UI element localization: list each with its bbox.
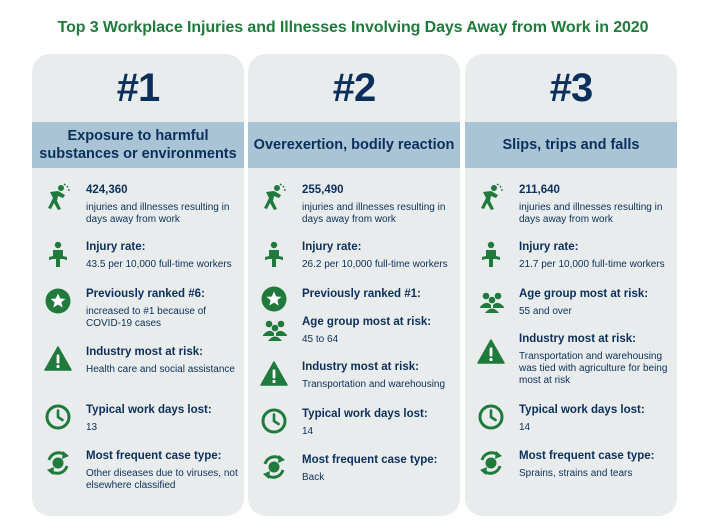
item-label: 255,490 [302, 184, 344, 196]
injured-worker-icon [44, 183, 72, 211]
item-label: Age group most at risk: [302, 316, 432, 328]
item-value: 45 to 64 [302, 334, 339, 345]
item-label: Typical work days lost: [302, 408, 428, 420]
item-label: Most frequent case type: [519, 450, 655, 462]
page-title: Top 3 Workplace Injuries and Illnesses Involving Days Away from Work in 2020 [57, 19, 649, 36]
category-title: Exposure to harmful substances or environments [32, 122, 244, 168]
item-label: Previously ranked #1: [302, 288, 421, 300]
injury-rate-icon [260, 240, 288, 268]
injured-worker-icon [260, 183, 288, 211]
item-value: 43.5 per 10,000 full-time workers [86, 259, 232, 270]
item-label: 211,640 [519, 184, 560, 196]
rank-card-3 [465, 54, 677, 516]
cycle-icon [44, 449, 72, 477]
category-title: Overexertion, bodily reaction [248, 122, 460, 168]
rank-card-2 [248, 54, 460, 516]
item-value: Sprains, strains and tears [519, 468, 633, 479]
item-value: 13 [86, 422, 98, 433]
rank-card-1 [32, 54, 244, 516]
item-label: 424,360 [86, 184, 128, 196]
item-value: injuries and illnesses resulting in days away from work [302, 202, 446, 225]
item-value: injuries and illnesses resulting in days away from work [519, 202, 663, 225]
group-icon [475, 287, 509, 315]
warning-icon [44, 345, 72, 373]
injury-rate-icon [44, 240, 72, 268]
group-icon [258, 315, 292, 343]
item-label: Industry most at risk: [86, 346, 203, 358]
item-value: Other diseases due to viruses, not elsewhere classified [86, 468, 238, 491]
star-icon [260, 285, 288, 313]
item-label: Previously ranked #6: [86, 288, 205, 300]
item-label: Industry most at risk: [302, 361, 419, 373]
injured-worker-icon [477, 183, 505, 211]
item-label: Typical work days lost: [86, 404, 212, 416]
rank-number: #2 [332, 66, 376, 110]
item-label: Most frequent case type: [302, 454, 438, 466]
item-value: injuries and illnesses resulting in days away from work [86, 202, 230, 225]
item-value: 14 [519, 422, 531, 433]
item-label: Injury rate: [86, 241, 146, 253]
item-label: Injury rate: [519, 241, 579, 253]
item-value: Health care and social assistance [86, 364, 235, 375]
item-value: 26.2 per 10,000 full-time workers [302, 259, 448, 270]
category-title: Slips, trips and falls [465, 122, 677, 168]
item-label: Most frequent case type: [86, 450, 222, 462]
clock-icon [477, 403, 505, 431]
item-value: Transportation and warehousing was tied with agriculture for being most at risk [519, 351, 668, 386]
item-value: Transportation and warehousing [302, 379, 446, 390]
rank-number: #1 [116, 66, 160, 110]
clock-icon [44, 403, 72, 431]
warning-icon [477, 338, 505, 366]
item-label: Typical work days lost: [519, 404, 645, 416]
rank-number: #3 [549, 66, 593, 110]
cycle-icon [477, 449, 505, 477]
clock-icon [260, 407, 288, 435]
item-label: Age group most at risk: [519, 288, 649, 300]
item-value: 21.7 per 10,000 full-time workers [519, 259, 665, 270]
item-value: increased to #1 because of COVID-19 cases [86, 306, 207, 329]
item-label: Industry most at risk: [519, 333, 636, 345]
item-value: 14 [302, 426, 314, 437]
item-value: 55 and over [519, 306, 572, 317]
warning-icon [260, 360, 288, 388]
cycle-icon [260, 453, 288, 481]
injury-rate-icon [477, 240, 505, 268]
item-value: Back [302, 472, 325, 483]
star-icon [44, 287, 72, 315]
item-label: Injury rate: [302, 241, 362, 253]
